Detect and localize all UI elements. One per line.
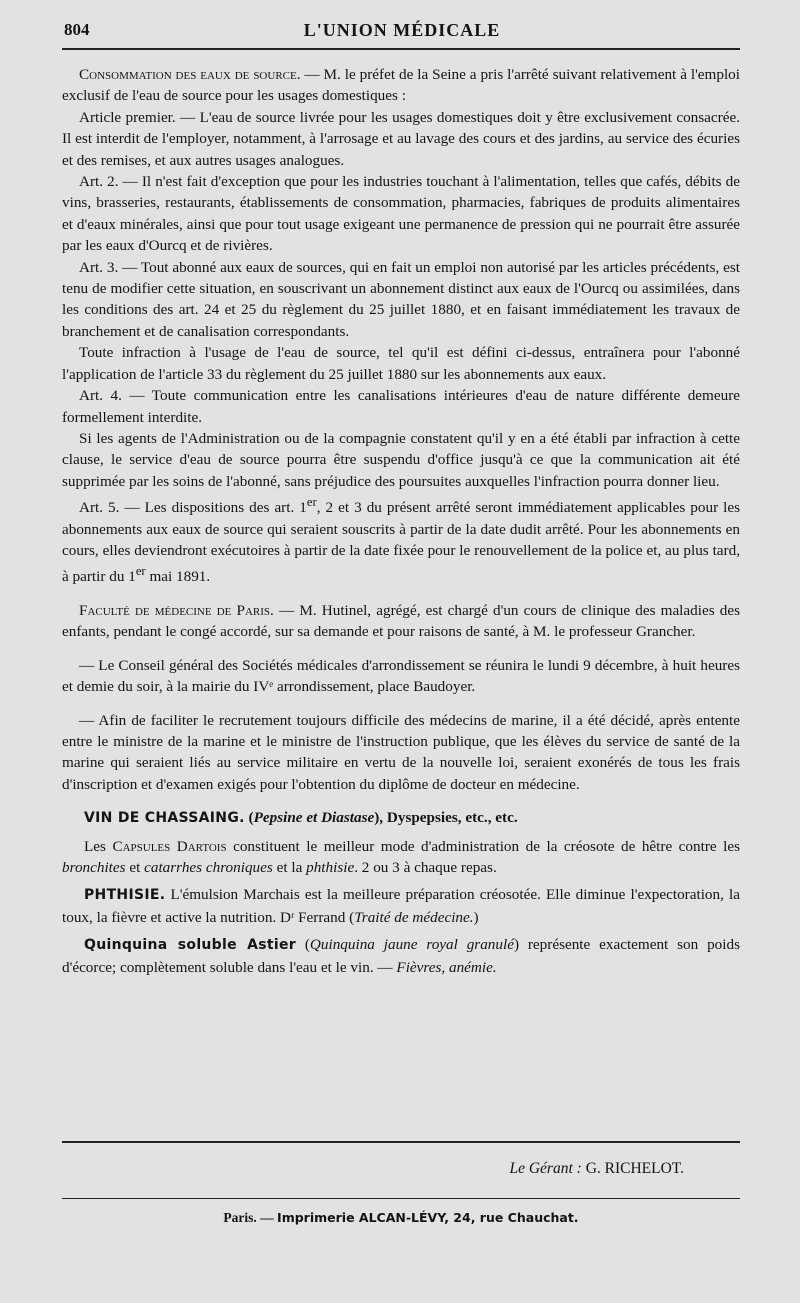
ad-quinquina-title: Quinquina soluble Astier [84,937,296,954]
gerant-signature: Le Gérant : G. RICHELOT. [509,1160,684,1177]
section-title-eaux: Consommation des eaux de source. [79,66,301,83]
running-title: L'UNION MÉDICALE [303,20,501,40]
imprint-rule [62,1198,740,1199]
footer-rule [62,1141,740,1143]
paragraph-article-3: Art. 3. — Tout abonné aux eaux de sources, qui en fait un emploi non autorisé par les articles précédents, est tenu de modifier cette situation, en souscrivant un abonnement distinct aux eaux de l'Ourcq ou assimilées, dans les conditions des art. 24 et 25 du règlement du 25 juillet 1880, et en faisant immédiatement les travaux de branchement et de canalisation correspondants. [62,258,740,340]
section-title-faculte: Faculté de médecine de Paris. [79,601,274,619]
paragraph-article-2: Art. 2. — Il n'est fait d'exception que pour les industries touchant à l'alimentation, telles que cafés, débits de vins, brasseries, restaurants, établissements de consommation, pharmacies, fabriques de produits alimentaires et d'eaux minérales, ainsi que pour tout usage exigeant une permanence de pression qui ne pourrait être assurée par les eaux d'Ourcq et de rivières. [62,173,740,255]
paragraph-marine: — Afin de faciliter le recrutement toujours difficile des médecins de marine, il a été décidé, après entente entre le ministre de la marine et le ministre de l'instruction publique, que les élèves du service de santé de la marine qui seraient liés au service militaire en vertu de la nouvelle loi, seraient exonérés de tous les frais d'inscription et d'examen exigés pour l'obtention du diplôme de docteur en médecine. [62,711,740,793]
ad-vin-chassaing: VIN DE CHASSAING. (Pepsine et Diastase), Dyspepsies, etc., etc. [84,809,518,827]
printer-imprint: Paris. — Imprimerie ALCAN-LÉVY, 24, rue Chauchat. [223,1210,579,1225]
ad-dartois-name: Capsules Dartois [112,837,227,855]
paragraph-article-3-b: Toute infraction à l'usage de l'eau de source, tel qu'il est défini ci-dessus, entraînera pour l'abonné l'application de l'article 33 du règlement du 25 juillet 1880 sur les abonnements aux eaux. [62,344,740,383]
paragraph-article-4-b: Si les agents de l'Administration ou de la compagnie constatent qu'il y en a été établi par infraction à cette clause, le service d'eau de source pourra être suspendu d'office jusqu'à ce que la communication ait été supprimée par les soins de l'abonné, sans préjudice des poursuites auxquelles l'infraction pourra donner lieu. [62,429,740,490]
ad-phthisie-title: PHTHISIE. [84,887,166,904]
paragraph-faculte: Faculté de médecine de Paris. — M. Hutinel, agrégé, est chargé d'un cours de clinique des maladies des enfants, pendant le congé accordé, sur sa demande et pour raisons de santé, à M. le professeur Grancher. [62,601,740,641]
page-number: 804 [64,20,90,39]
paragraph-eaux-intro: Consommation des eaux de source. — M. le préfet de la Seine a pris l'arrêté suivant relativement à l'emploi exclusif de l'eau de source pour les usages domestiques : [62,66,740,105]
header-rule [62,48,740,50]
paragraph-article-4: Art. 4. — Toute communication entre les canalisations intérieures d'eau de nature différente demeure formellement interdite. [62,387,740,426]
ad-capsules-dartois: Les Capsules Dartois constituent le meilleur mode d'administration de la créosote de hêtre contre les bronchites et catarrhes chroniques et la phthisie. 2 ou 3 à chaque repas. [62,837,740,876]
ad-quinquina-astier: Quinquina soluble Astier (Quinquina jaune royal granulé) représente exactement son poids d'écorce; complètement soluble dans l'eau et le vin. — Fièvres, anémie. [62,936,740,976]
page-header [64,20,740,44]
paragraph-article-5: Art. 5. — Les dispositions des art. 1er, 2 et 3 du présent arrêté seront immédiatement applicables pour les abonnements aux eaux de source qui seraient souscrits à partir de la date dudit arrêté. Pour les abonnements en cours, elles deviendront exécutoires à partir de la date fixée pour le renouvellement de la police et, au plus tard, à partir du 1er mai 1891. [62,495,741,586]
ad-vin-title: VIN DE CHASSAING. [84,810,245,827]
paragraph-article-1: Article premier. — L'eau de source livrée pour les usages domestiques doit y être exclusivement consacrée. Il est interdit de l'employer, notamment, à l'arrosage et au lavage des cours et des jardins, au service des écuries et des remises, et aux autres usages analogues. [62,108,740,169]
ad-phthisie: PHTHISIE. L'émulsion Marchais est la meilleure préparation créosotée. Elle diminue l'expectoration, la toux, la fièvre et active la nutrition. Dʳ Ferrand (Traité de médecine.) [62,886,740,926]
paragraph-conseil: — Le Conseil général des Sociétés médicales d'arrondissement se réunira le lundi 9 décembre, à huit heures et demie du soir, à la mairie du IVᵉ arrondissement, place Baudoyer. [62,656,740,696]
article-body [62,64,740,978]
